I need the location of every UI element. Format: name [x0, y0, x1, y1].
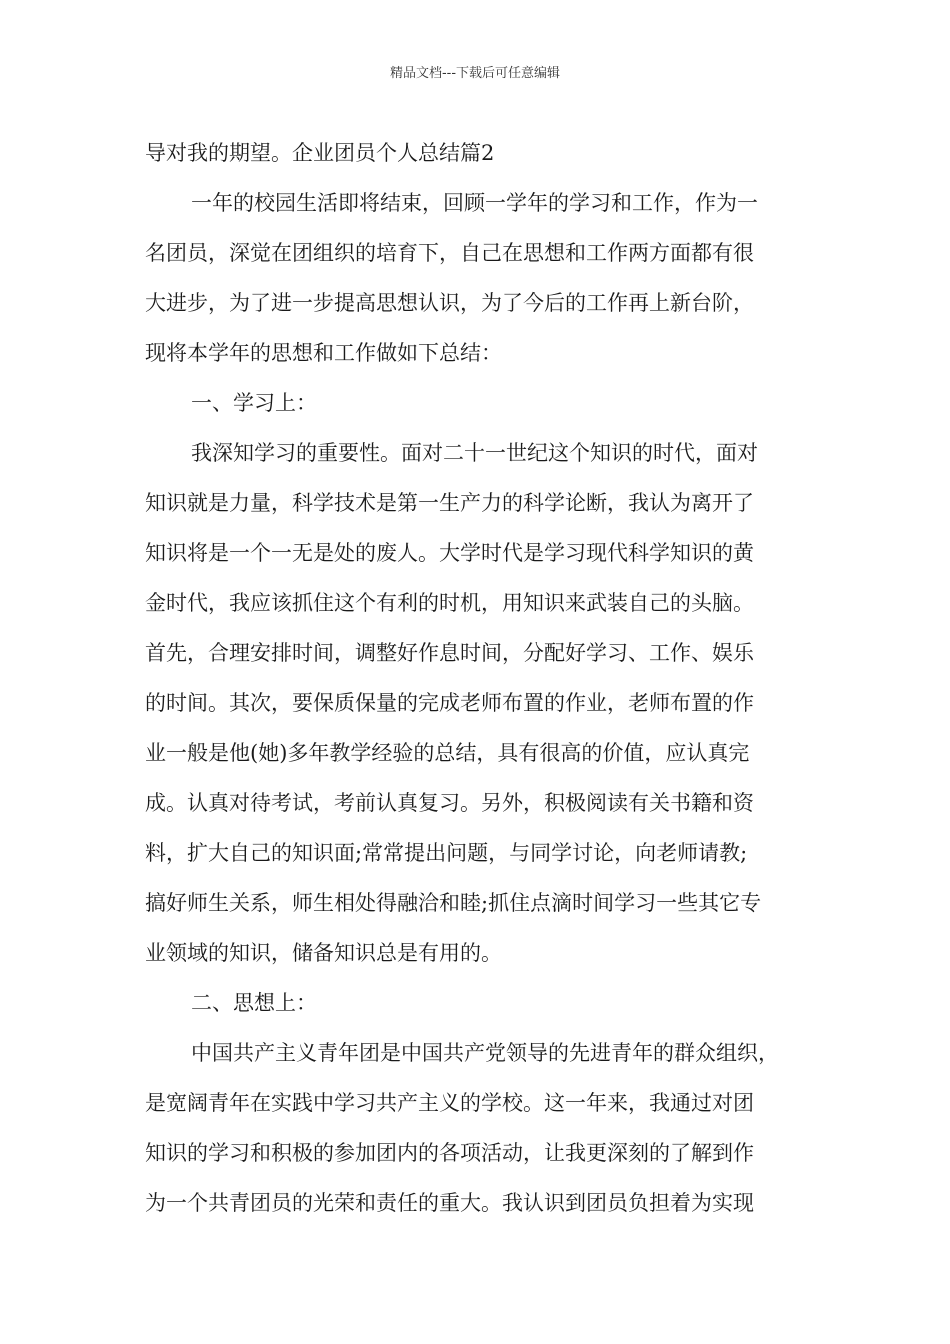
text-line: 一年的校园生活即将结束，回顾一学年的学习和工作，作为一 — [191, 191, 758, 215]
text-line: 名团员，深觉在团组织的培育下，自己在思想和工作两方面都有很 — [145, 241, 754, 265]
text-line: 料，扩大自己的知识面;常常提出问题，与同学讨论，向老师请教; — [145, 841, 748, 865]
document-body — [145, 133, 813, 1233]
text-line: 知识将是一个一无是处的废人。大学时代是学习现代科学知识的黄 — [145, 541, 754, 565]
text-line: 知识就是力量，科学技术是第一生产力的科学论断，我认为离开了 — [145, 491, 754, 515]
text-line: 为一个共青团员的光荣和责任的重大。我认识到团员负担着为实现 — [145, 1191, 754, 1215]
text-line: 金时代，我应该抓住这个有利的时机，用知识来武装自己的头脑。 — [145, 591, 754, 615]
text-line: 的时间。其次，要保质保量的完成老师布置的作业，老师布置的作 — [145, 691, 754, 715]
text-line: 成。认真对待考试，考前认真复习。另外，积极阅读有关书籍和资 — [145, 791, 754, 815]
text-line: 现将本学年的思想和工作做如下总结： — [145, 341, 502, 365]
text-line: 我深知学习的重要性。面对二十一世纪这个知识的时代，面对 — [191, 441, 758, 465]
text-line: 是宽阔青年在实践中学习共产主义的学校。这一年来，我通过对团 — [145, 1091, 754, 1115]
text-line: 大进步，为了进一步提高思想认识，为了今后的工作再上新台阶， — [145, 291, 754, 315]
text-line: 业一般是他(她)多年教学经验的总结，具有很高的价值，应认真完 — [145, 741, 750, 765]
section-heading: 二、思想上： — [191, 991, 317, 1015]
text-line: 首先，合理安排时间，调整好作息时间，分配好学习、工作、娱乐 — [145, 641, 754, 665]
section-heading: 一、学习上： — [191, 391, 317, 415]
page-header: 精品文档---下载后可任意编辑 — [389, 66, 561, 81]
text-line: 业领域的知识，储备知识总是有用的。 — [145, 941, 502, 965]
text-line: 搞好师生关系，师生相处得融洽和睦;抓住点滴时间学习一些其它专 — [145, 891, 762, 915]
text-line: 导对我的期望。企业团员个人总结篇2 — [145, 141, 495, 165]
text-line: 中国共产主义青年团是中国共产党领导的先进青年的群众组织， — [191, 1041, 779, 1065]
text-line: 知识的学习和积极的参加团内的各项活动，让我更深刻的了解到作 — [145, 1141, 754, 1165]
